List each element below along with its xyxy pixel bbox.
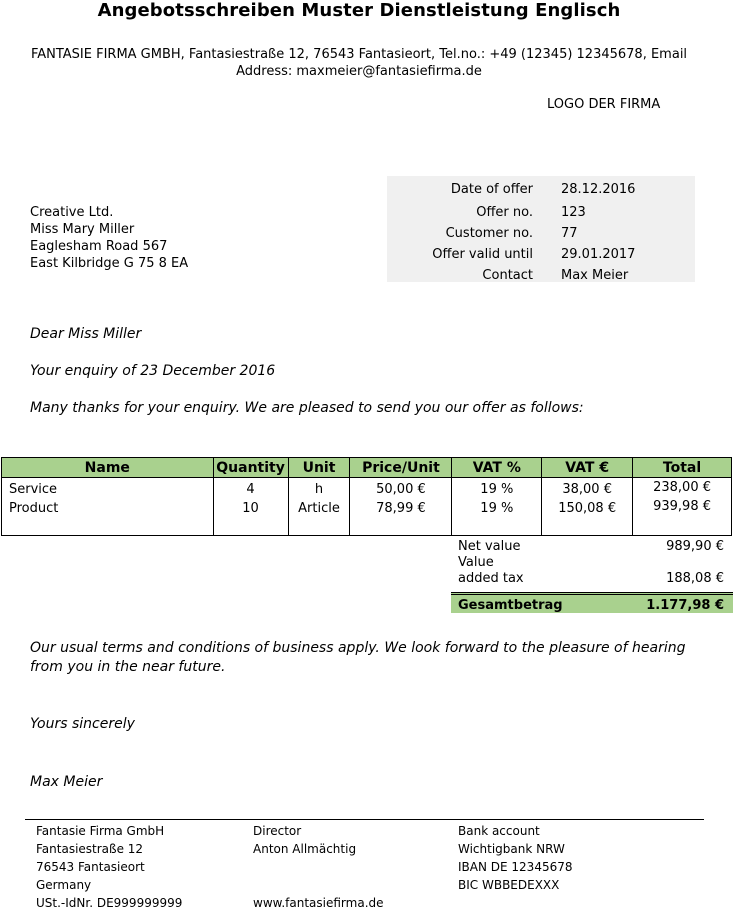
net-value-label: Net value: [458, 539, 521, 554]
meta-value: 77: [561, 226, 578, 241]
recipient-line: East Kilbridge G 75 8 EA: [30, 256, 189, 271]
item-total: 238,00 €: [653, 480, 711, 495]
grand-total-label: Gesamtbetrag: [458, 598, 563, 613]
meta-row-contact: [387, 264, 695, 285]
vat-value-amount: 188,08 €: [666, 571, 724, 586]
header-vat-percent: VAT %: [452, 458, 542, 478]
meta-label: Offer no.: [476, 205, 533, 220]
name-cell: [2, 478, 214, 536]
items-body: [2, 478, 732, 536]
signature-name: Max Meier: [30, 774, 103, 790]
item-total: 939,98 €: [653, 499, 711, 514]
closing-paragraph: [30, 639, 685, 677]
footer-line: Director: [253, 824, 302, 838]
meta-value: Max Meier: [561, 268, 629, 283]
item-quantity: 4: [246, 482, 255, 497]
item-quantity: 10: [242, 501, 259, 516]
item-price: 50,00 €: [376, 482, 426, 497]
regards: Yours sincerely: [30, 716, 135, 732]
item-vat-percent: 19 %: [480, 482, 514, 497]
recipient-address: [30, 204, 188, 272]
vat-amount-cell: [542, 478, 633, 536]
vat-percent-cell: [452, 478, 542, 536]
footer-line: Anton Allmächtig: [253, 842, 357, 856]
total-cell: [633, 478, 732, 536]
company-logo-placeholder: LOGO DER FIRMA: [547, 97, 661, 112]
salutation: Dear Miss Miller: [30, 326, 142, 342]
vat-label-line1: Value: [458, 555, 494, 570]
grand-total-amount: 1.177,98 €: [646, 598, 724, 613]
quantity-cell: [213, 478, 288, 536]
footer-bank-column: [458, 822, 573, 894]
footer-line: Fantasie Firma GmbH: [36, 824, 165, 838]
footer-line: [253, 858, 384, 876]
item-vat-amount: 150,08 €: [558, 501, 617, 516]
item-price: 78,99 €: [376, 501, 426, 516]
meta-value: 29.01.2017: [561, 247, 636, 262]
meta-row-date: [387, 178, 695, 199]
header-price-unit: Price/Unit: [350, 458, 452, 478]
footer-company-column: [36, 822, 182, 909]
subject-line: Your enquiry of 23 December 2016: [30, 363, 276, 379]
header-name: Name: [2, 458, 214, 478]
footer-line: 76543 Fantasieort: [36, 860, 145, 874]
unit-cell: [288, 478, 350, 536]
net-value-amount: 989,90 €: [666, 539, 724, 554]
recipient-line: Miss Mary Miller: [30, 222, 135, 237]
meta-label: Offer valid until: [432, 247, 533, 262]
recipient-line: Creative Ltd.: [30, 205, 114, 220]
grand-total-row: [451, 592, 733, 613]
company-address-line-1: FANTASIE FIRMA GMBH, Fantasiestraße 12, 76543 Fantasieort, Tel.no.: +49 (12345) 12345678, Email: [30, 47, 688, 62]
footer-line: USt.-IdNr. DE999999999: [36, 896, 183, 909]
item-unit: Article: [298, 501, 340, 516]
item-vat-percent: 19 %: [480, 501, 514, 516]
company-address-line-2: Address: maxmeier@fantasiefirma.de: [236, 64, 482, 79]
price-cell: [350, 478, 452, 536]
items-table: [1, 457, 732, 536]
document-title: Angebotsschreiben Muster Dienstleistung Englisch: [97, 0, 621, 21]
footer-website[interactable]: www.fantasiefirma.de: [253, 896, 384, 909]
item-name: Service: [9, 482, 58, 497]
header-quantity: Quantity: [213, 458, 288, 478]
meta-value: 28.12.2016: [561, 182, 636, 197]
vat-label-line2: added tax: [458, 571, 524, 586]
footer-line: BIC WBBEDEXXX: [458, 878, 560, 892]
meta-row-offer-no: [387, 201, 695, 222]
footer-line: Germany: [36, 878, 92, 892]
footer-line: [253, 876, 384, 894]
recipient-line: Eaglesham Road 567: [30, 239, 168, 254]
items-header-row: [2, 458, 732, 478]
header-unit: Unit: [288, 458, 350, 478]
meta-label: Customer no.: [445, 226, 533, 241]
meta-label: Date of offer: [450, 182, 533, 197]
company-address-block: [20, 46, 698, 80]
closing-line-1: Our usual terms and conditions of business apply. We look forward to the pleasure of hearing: [30, 640, 686, 656]
offer-meta-box: [387, 176, 695, 282]
meta-row-customer-no: [387, 222, 695, 243]
item-vat-amount: 38,00 €: [562, 482, 612, 497]
meta-value: 123: [561, 205, 586, 220]
footer-divider: [25, 819, 704, 820]
footer-line: Fantasiestraße 12: [36, 842, 144, 856]
intro-text: Many thanks for your enquiry. We are pleased to send you our offer as follows:: [30, 400, 584, 416]
header-vat-amount: VAT €: [542, 458, 633, 478]
footer-director-column: [253, 822, 384, 909]
footer-line: IBAN DE 12345678: [458, 860, 573, 874]
header-total: Total: [633, 458, 732, 478]
item-name: Product: [9, 501, 59, 516]
item-unit: h: [314, 482, 324, 497]
meta-label: Contact: [482, 268, 533, 283]
footer-line: Wichtigbank NRW: [458, 842, 565, 856]
meta-row-valid-until: [387, 243, 695, 264]
footer-line: Bank account: [458, 824, 540, 838]
closing-line-2: from you in the near future.: [30, 659, 226, 675]
